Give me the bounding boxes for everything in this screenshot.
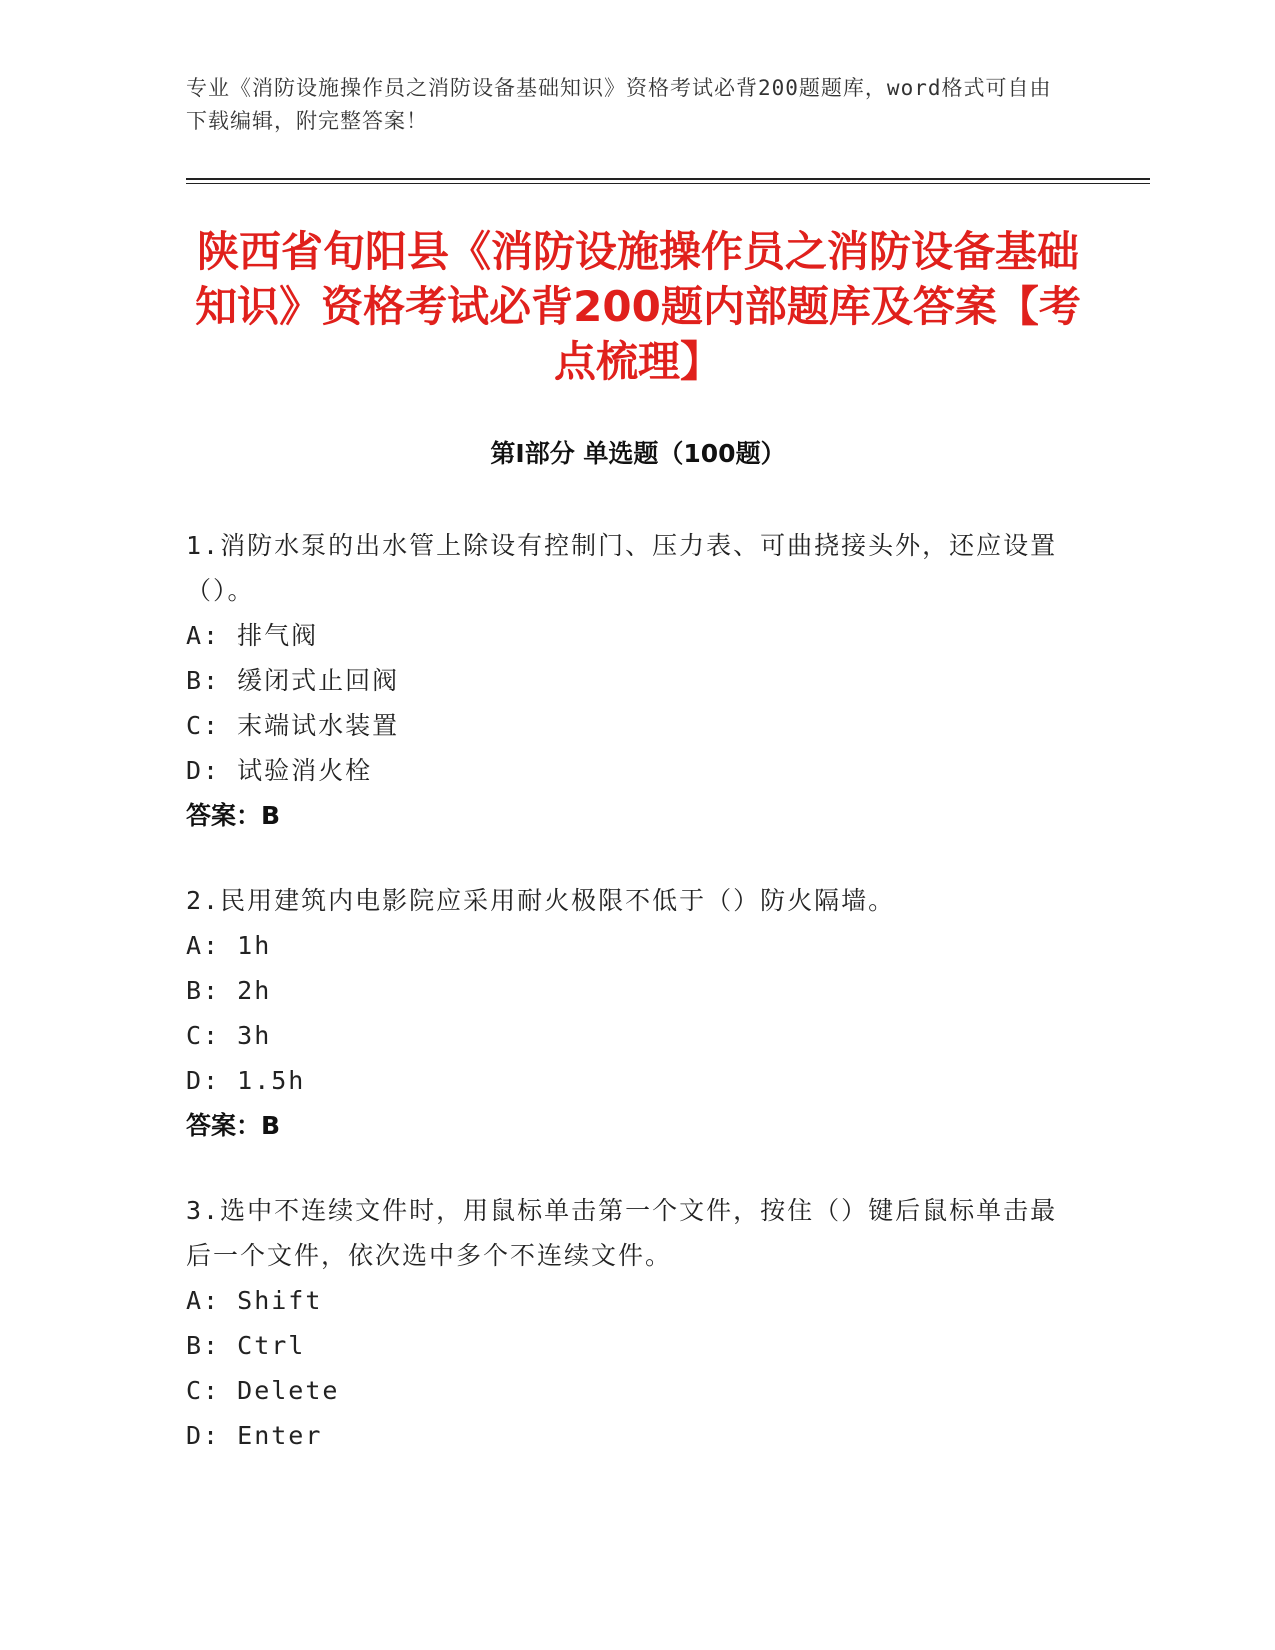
header-rule-thick bbox=[186, 178, 1150, 180]
question-3 bbox=[186, 1188, 1066, 1458]
option-b: B: 缓闭式止回阀 bbox=[186, 666, 400, 695]
header-note: 专业《消防设施操作员之消防设备基础知识》资格考试必背200题题库，word格式可自由下载编辑，附完整答案！ bbox=[186, 76, 1052, 133]
document-title: 陕西省旬阳县《消防设施操作员之消防设备基础知识》资格考试必背200题内部题库及答案【考点梳理】 bbox=[195, 227, 1081, 386]
option-d: D: Enter bbox=[186, 1421, 323, 1450]
question-stem: 1.消防水泵的出水管上除设有控制门、压力表、可曲挠接头外，还应设置（）。 bbox=[186, 531, 1058, 605]
question-1 bbox=[186, 523, 1066, 838]
question-list bbox=[186, 523, 1066, 1498]
option-d: D: 试验消火栓 bbox=[186, 756, 373, 785]
option-c: C: Delete bbox=[186, 1376, 340, 1405]
option-d: D: 1.5h bbox=[186, 1066, 306, 1095]
answer: 答案：B bbox=[186, 1111, 281, 1140]
option-b: B: Ctrl bbox=[186, 1331, 306, 1360]
answer: 答案：B bbox=[186, 801, 281, 830]
option-b: B: 2h bbox=[186, 976, 272, 1005]
section-title: 第Ⅰ部分 单选题（100题） bbox=[490, 439, 786, 468]
question-stem: 2.民用建筑内电影院应采用耐火极限不低于（）防火隔墙。 bbox=[186, 886, 896, 915]
option-c: C: 末端试水装置 bbox=[186, 711, 400, 740]
header-rule-thin bbox=[186, 183, 1150, 184]
option-a: A: Shift bbox=[186, 1286, 323, 1315]
option-c: C: 3h bbox=[186, 1021, 272, 1050]
question-2 bbox=[186, 878, 1066, 1148]
question-stem: 3.选中不连续文件时，用鼠标单击第一个文件，按住（）键后鼠标单击最后一个文件，依次选中多个不连续文件。 bbox=[186, 1196, 1058, 1270]
option-a: A: 排气阀 bbox=[186, 621, 319, 650]
option-a: A: 1h bbox=[186, 931, 272, 960]
